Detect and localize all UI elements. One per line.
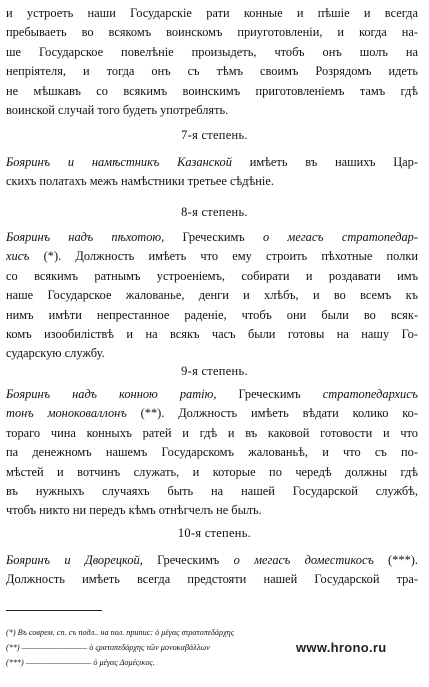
section-heading-7: 7-я степень.	[181, 128, 248, 142]
text-line: сударскую службу.	[6, 346, 105, 361]
text-line	[6, 172, 418, 191]
italic-greek: стратопедархисъ	[322, 387, 418, 401]
italic-title: Бояринъ и намѣстникъ Казанской	[6, 155, 232, 169]
paragraph-7	[6, 153, 418, 192]
italic-title: Бояринъ и Дворецкой,	[6, 553, 143, 567]
text-run: (*). Должность имѣеть что ему строить пѣхотные полки	[29, 249, 418, 264]
text-line: нимъ имѣти непрестанное раденіе, чтобъ они были во всяк-	[6, 307, 418, 322]
text-line	[6, 404, 418, 423]
text-line: въ нужныхъ случаяхъ быть на нашей Государской службѣ,	[6, 484, 418, 499]
text-line: тораго чина конныхъ ратей и гдѣ и въ каковой готовости и что	[6, 425, 418, 440]
section-heading-9: 9-я степень.	[181, 364, 248, 378]
italic-greek: тонъ моноковаллонъ	[6, 406, 127, 421]
italic-title: Бояринъ надъ конною ратію,	[6, 387, 217, 401]
text-line: чтобъ никто ни передъ кѣмъ отнѣгчелъ не былъ.	[6, 503, 262, 518]
text-line: не мѣшкавъ со всякимъ воинскимъ приготовленіемъ тамъ гдѣ	[6, 83, 418, 98]
footnote-2: (**) ————————— ὁ ςρατοπεδάρχης τῶν μονοκαβάλλων	[6, 643, 210, 652]
text-line: непріятеля, и тогда онъ съ тѣмъ своимъ Розрядомъ идеть	[6, 64, 418, 79]
text-run: Греческимъ	[164, 230, 263, 244]
text-line: наше Государское жалованье, денги и хлѣбъ, и во всемъ къ	[6, 288, 418, 303]
site-watermark: www.hrono.ru	[296, 640, 387, 655]
italic-greek: о мегасъ доместикосъ	[233, 553, 374, 567]
text-line: и устроеть наши Государскіе рати конные и пѣшіе и всегда	[6, 6, 418, 20]
text-run: Греческимъ	[142, 553, 234, 567]
paragraph-8	[6, 228, 418, 364]
section-heading-8: 8-я степень.	[181, 205, 248, 219]
text-line	[6, 153, 418, 172]
text-line: Должность имѣеть всегда предстояти нашей Государской тра-	[6, 572, 418, 587]
italic-title: Бояринъ надъ пѣхотою,	[6, 230, 165, 244]
footnote-1: (*) Въ соврем. сп. съ подл.. на пол. припис: ὁ μέγας στρατοπεδάρχης	[6, 628, 235, 637]
footnote-3: (***) ————————— ὁ μέγας Δομέςικος.	[6, 658, 155, 667]
text-line	[6, 228, 418, 247]
text-line: па денежномъ нашемъ Государскомъ жалованьѣ, и что съ по-	[6, 445, 418, 460]
italic-greek: хисъ	[6, 249, 30, 264]
text-run: скихъ полатахъ межъ намѣстники третьее сѣдѣніе.	[6, 174, 274, 189]
text-line: воинской случай того будеть употреблять.	[6, 103, 229, 118]
footnote-mark: (***).	[373, 553, 418, 567]
text-line	[6, 551, 418, 570]
text-line	[6, 247, 418, 266]
text-line: мѣстей и вотчинъ служать, и которые по чередѣ должны гдѣ	[6, 464, 418, 479]
paragraph-9	[6, 385, 418, 521]
paragraph-intro	[6, 4, 418, 120]
text-line: ше Государское повелѣніе произыдеть, чтобъ онъ шолъ на	[6, 44, 418, 59]
text-run: (**). Должность имѣеть вѣдати колико ко-	[126, 406, 418, 421]
text-run: имѣеть въ нашихъ Цар-	[231, 155, 418, 169]
italic-greek: о мегасъ стратопедар-	[262, 230, 418, 244]
section-heading-10: 10-я степень.	[177, 526, 252, 540]
text-line: пребываеть во всякомъ воинскомъ приуготовленіи, и когда на-	[6, 25, 418, 40]
paragraph-10	[6, 551, 418, 590]
text-line: комъ изообиліствѣ и на всякъ часъ были готовы на нашу Го-	[6, 327, 418, 342]
text-line: со всякимъ ратнымъ устроеніемъ, собирати и роздавати имъ	[6, 268, 418, 283]
footnote-rule	[6, 610, 102, 611]
text-run: Греческимъ	[216, 387, 323, 401]
text-line	[6, 385, 418, 404]
